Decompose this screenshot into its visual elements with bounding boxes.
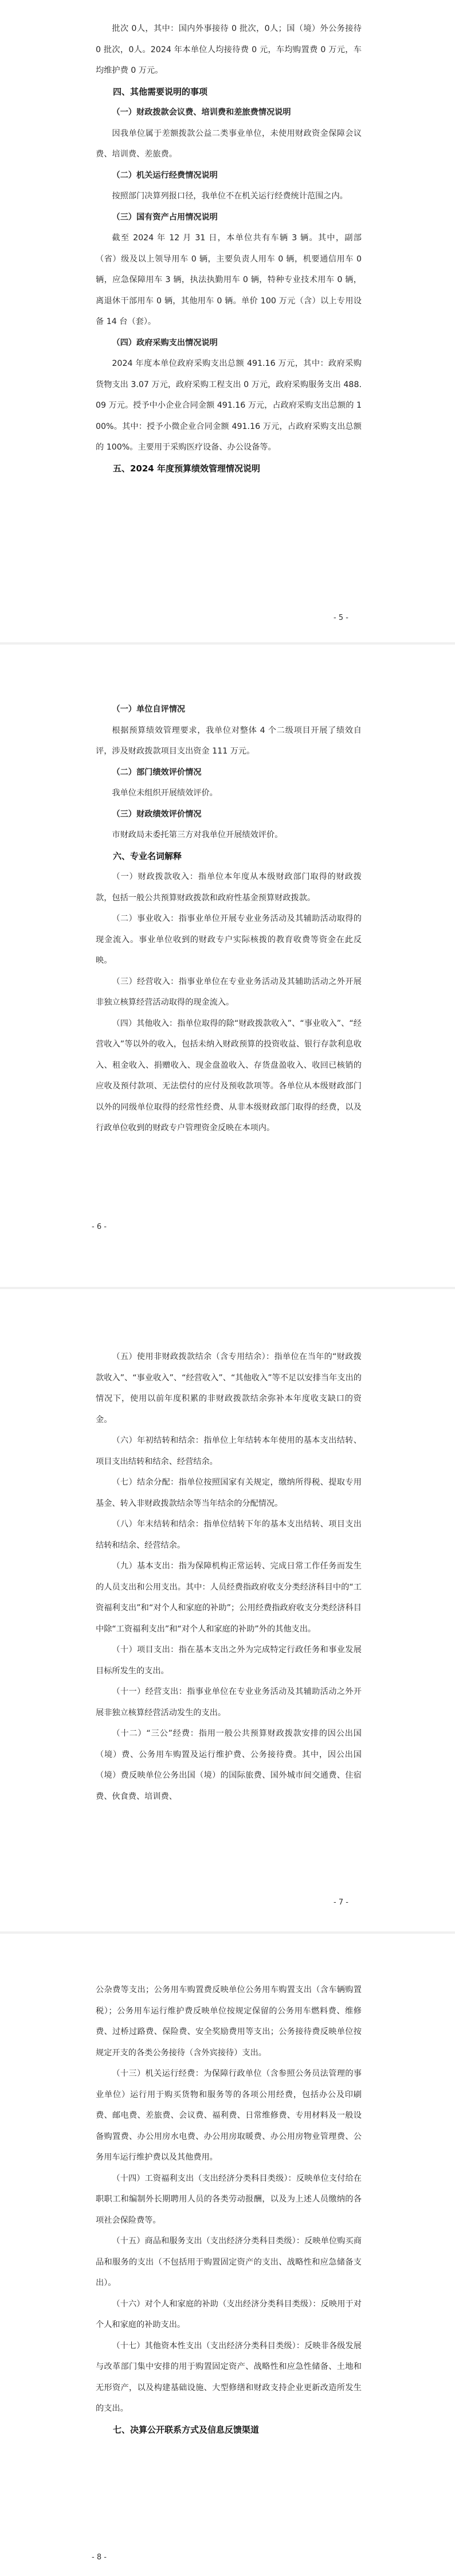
page-number: - 5 - — [334, 614, 348, 622]
subsection-heading: （一）单位自评情况 — [112, 705, 186, 714]
document-page-5 — [0, 0, 455, 642]
paragraph: 因我单位属于差额拨款公益二类事业单位，未使用财政资金保障会议费、培训费、差旅费。 — [96, 128, 362, 159]
definition-paragraph: （六）年初结转和结余：指单位上年结转本年使用的基本支出结转、项目支出结转和结余、经营结余。 — [96, 1436, 362, 1466]
document-page-6 — [0, 645, 455, 1287]
page-5-content — [96, 18, 362, 479]
paragraph: 2024 年度本单位政府采购支出总额 491.16 万元，其中：政府采购货物支出 3.07 万元，政府采购工程支出 0 万元，政府采购服务支出 488.09 万元。授予中小企业合同金额 491.16 万元，占政府采购支出总额的 100%。其中：授予小微企业合同金额 491.16 万元，占政府采购支出总额的 100%。主要用于采购医疗设备、办公设备等。 — [96, 359, 362, 452]
page-7-content — [96, 1346, 362, 1807]
subsection-heading: （三）财政绩效评价情况 — [112, 809, 202, 819]
definition-paragraph: （十）项目支出：指在基本支出之外为完成特定行政任务和事业发展目标所发生的支出。 — [96, 1645, 362, 1676]
subsection-heading: （一）财政拨款会议费、培训费和差旅费情况说明 — [112, 108, 291, 117]
definition-paragraph: （八）年末结转和结余：指单位结转下年的基本支出结转、项目支出结转和结余、经营结余。 — [96, 1520, 362, 1550]
paragraph: 市财政局未委托第三方对我单位开展绩效评价。 — [112, 830, 283, 840]
page-6-content — [96, 699, 362, 1139]
subsection-heading: （三）国有资产占用情况说明 — [112, 212, 218, 222]
subsection-heading: （二）部门绩效评价情况 — [112, 767, 202, 777]
definition-paragraph: （五）使用非财政拨款结余（含专用结余）：指单位在当年的“财政拨款收入”、“事业收入”、“经营收入”、“其他收入”等不足以安排当年支出的情况下，使用以前年度积累的非财政拨款结余弥补本年度收支缺口的资金。 — [96, 1352, 362, 1424]
section-heading: 六、专业名词解释 — [113, 850, 182, 861]
definition-paragraph: （十四）工资福利支出（支出经济分类科目类级）：反映单位支付给在职职工和编制外长期聘用人员的各类劳动报酬，以及为上述人员缴纳的各项社会保险费等。 — [96, 2173, 362, 2225]
page-number: - 8 - — [92, 2553, 107, 2562]
page-number: - 7 - — [334, 1898, 348, 1907]
definition-paragraph: （一）财政拨款收入：指单位本年度从本级财政部门取得的财政拨款，包括一般公共预算财政拨款和政府性基金预算财政拨款。 — [96, 872, 362, 903]
paragraph: 按照部门决算列报口径，我单位不在机关运行经费统计范围之内。 — [112, 192, 348, 201]
page-number: - 6 - — [92, 1223, 107, 1231]
page-8-content — [96, 1980, 362, 2440]
section-heading: 四、其他需要说明的事项 — [113, 86, 208, 97]
document-page-8 — [0, 1934, 455, 2576]
definition-paragraph: （七）结余分配：指单位按照国家有关规定，缴纳所得税、提取专用基金、转入非财政拨款结余等当年结余的分配情况。 — [96, 1478, 362, 1508]
section-heading: 七、决算公开联系方式及信息反馈渠道 — [113, 2424, 260, 2435]
subsection-heading: （四）政府采购支出情况说明 — [112, 338, 218, 348]
paragraph: 批次 0人，其中：国内外事接待 0 批次，0人；国（境）外公务接待 0 批次，0人。2024 年本单位人均接待费 0 元，车均购置费 0 万元，车均维护费 0 万元。 — [96, 24, 362, 75]
paragraph: 截至 2024 年 12 月 31 日，本单位共有车辆 3 辆。其中，副部（省）级及以上领导用车 0 辆，主要负责人用车 0 辆，机要通信用车 0 辆，应急保障用车 3 辆，执法执勤用车 0 辆，特种专业技术用车 0 辆，离退休干部用车 0 辆，其他用车 0 辆。单价 100 万元（含）以上专用设备 14 台（套）。 — [96, 233, 362, 326]
section-heading: 五、2024 年度预算绩效管理情况说明 — [113, 463, 260, 474]
paragraph: 公杂费等支出；公务用车购置费反映单位公务用车购置支出（含车辆购置税）；公务用车运行维护费反映单位按规定保留的公务用车燃料费、维修费、过桥过路费、保险费、安全奖励费用等支出；公务接待费反映单位按规定开支的各类公务接待（含外宾接待）支出。 — [96, 1985, 362, 2058]
definition-paragraph: （十七）其他资本性支出（支出经济分类科目类级）：反映非各级发展与改革部门集中安排的用于购置固定资产、战略性和应急性储备、土地和无形资产，以及构建基础设施、大型修缮和财政支持企业更新改造所发生的支出。 — [96, 2341, 362, 2413]
definition-paragraph: （十二）“三公”经费：指用一般公共预算财政拨款安排的因公出国（境）费、公务用车购置及运行维护费、公务接待费。其中，因公出国（境）费反映单位公务出国（境）的国际旅费、国外城市间交通费、住宿费、伙食费、培训费、 — [96, 1729, 362, 1801]
definition-paragraph: （十五）商品和服务支出（支出经济分类科目类级）：反映单位购买商品和服务的支出（不包括用于购置固定资产的支出、战略性和应急储备支出）。 — [96, 2237, 362, 2288]
subsection-heading: （二）机关运行经费情况说明 — [112, 170, 218, 180]
definition-paragraph: （三）经营收入：指事业单位在专业业务活动及其辅助活动之外开展非独立核算经营活动取得的现金流入。 — [96, 977, 362, 1007]
definition-paragraph: （十三）机关运行经费：为保障行政单位（含参照公务员法管理的事业单位）运行用于购买货物和服务等的各项公用经费，包括办公及印刷费、邮电费、差旅费、会议费、福利费、日常维修费、专用材料及一般设备购置费、办公用房水电费、办公用房取暖费、办公用房物业管理费、公务用车运行维护费以及其他费用。 — [96, 2069, 362, 2162]
definition-paragraph: （十一）经营支出：指事业单位在专业业务活动及其辅助活动之外开展非独立核算经营活动发生的支出。 — [96, 1687, 362, 1718]
document-page-7 — [0, 1289, 455, 1931]
paragraph: 我单位未组织开展绩效评价。 — [112, 789, 218, 798]
definition-paragraph: （二）事业收入：指事业单位开展专业业务活动及其辅助活动取得的现金流入。事业单位收到的财政专户实际核拨的教育收费等资金在此反映。 — [96, 914, 362, 965]
paragraph: 根据预算绩效管理要求，我单位对整体 4 个二级项目开展了绩效自评，涉及财政拨款项目支出资金 111 万元。 — [96, 725, 362, 756]
definition-paragraph: （四）其他收入：指单位取得的除“财政拨款收入”、“事业收入”、“经营收入”等以外的收入，包括未纳入财政预算的投资收益、银行存款利息收入、租金收入、捐赠收入、现金盘盈收入、存货盘盈收入、收回已核销的应收及预付款项、无法偿付的应付及预收款项等。各单位从本级财政部门以外的同级单位取得的经常性经费、从非本级财政部门取得的经费，以及行政单位收到的财政专户管理资金反映在本项内。 — [96, 1018, 362, 1133]
definition-paragraph: （十六）对个人和家庭的补助（支出经济分类科目类级）：反映用于对个人和家庭的补助支出。 — [96, 2299, 362, 2329]
definition-paragraph: （九）基本支出：指为保障机构正常运转、完成日常工作任务而发生的人员支出和公用支出。其中：人员经费指政府收支分类经济科目中的“工资福利支出”和“对个人和家庭的补助”；公用经费指政府收支分类经济科目中除“工资福利支出”和“对个人和家庭的补助”外的其他支出。 — [96, 1562, 362, 1634]
